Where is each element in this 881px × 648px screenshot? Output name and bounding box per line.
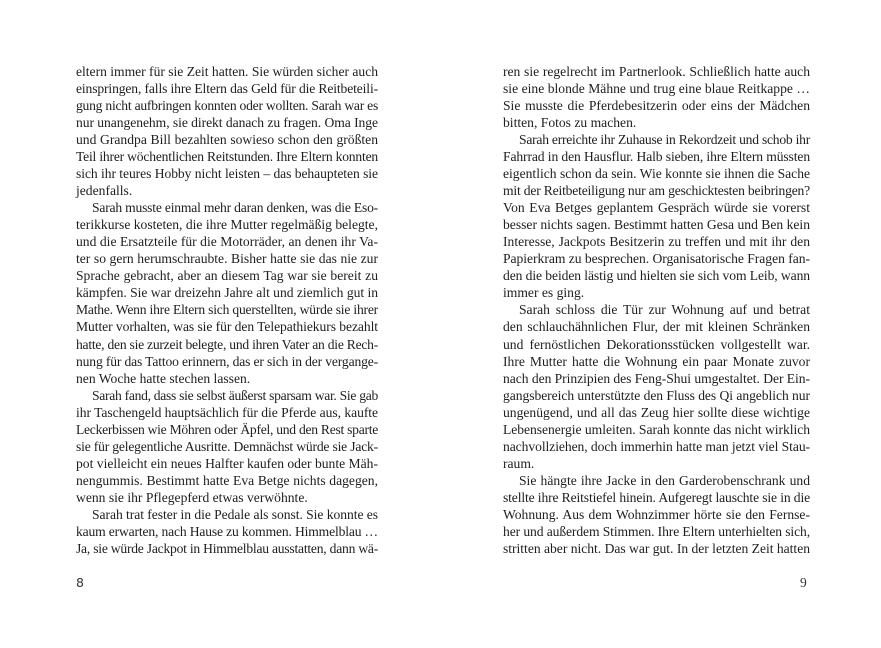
text-line: Wohnung. Aus dem Wohnzimmer hörte sie den Fernse- bbox=[503, 506, 810, 522]
text-line: Teil ihrer wöchentlichen Reitstunden. Ihre Eltern konnten bbox=[76, 149, 378, 165]
text-line: Lebensenergie umleiten. Sarah konnte das nicht wirklich bbox=[503, 421, 810, 437]
text-line: ren sie regelrecht im Partnerlook. Schließlich hatte auch bbox=[503, 64, 810, 79]
text-line: gung nicht aufbringen konnten oder wollten. Sarah war es bbox=[76, 98, 378, 114]
text-line: Sarah trat fester in die Pedale als sonst. Sie konnte es bbox=[92, 506, 378, 522]
text-line: stritten aber nicht. Das war gut. In der letzten Zeit hatten bbox=[503, 540, 810, 556]
text-line: Sarah musste einmal mehr daran denken, was die Eso- bbox=[92, 200, 378, 216]
text-line: Ihre Mutter hatte die Wohnung ein paar Monate zuvor bbox=[503, 353, 810, 369]
left-page bbox=[0, 0, 440, 648]
right-page bbox=[440, 0, 881, 648]
text-line: Von Eva Betges geplantem Gespräch würde sie vorerst bbox=[503, 200, 810, 216]
text-line: Sprache gebracht, aber an diesem Tag war sie bereit zu bbox=[76, 268, 378, 284]
text-line: Sarah fand, dass sie selbst äußerst sparsam war. Sie gab bbox=[92, 387, 378, 403]
text-line: jedenfalls. bbox=[76, 183, 133, 199]
text-line: den schlauchähnlichen Flur, der mit kleinen Schränken bbox=[503, 319, 810, 335]
text-line: Sarah schloss die Tür zur Wohnung auf und betrat bbox=[519, 302, 810, 318]
text-line: kaum erwarten, nach Hause zu kommen. Himmelblau … bbox=[76, 523, 378, 539]
text-line: wenn sie ihr Pflegepferd etwas verwöhnte. bbox=[76, 489, 308, 505]
text-line: ihr Taschengeld hauptsächlich für die Pferde aus, kaufte bbox=[76, 404, 379, 420]
text-line: sie eine blonde Mähne und trug eine blaue Reitkappe … bbox=[503, 81, 810, 97]
text-line: besser nichts sagen. Bestimmt hatten Gesa und Ben kein bbox=[503, 217, 810, 233]
body-text bbox=[76, 63, 378, 557]
text-line: und die Ersatzteile für die Motorräder, an denen ihr Va- bbox=[76, 234, 378, 250]
text-line: Sie musste die Pferdebesitzerin oder eins der Mädchen bbox=[503, 98, 810, 114]
text-line: terikkurse kosteten, die ihre Mutter regelmäßig belegte, bbox=[76, 217, 378, 233]
text-line: Mutter vorhalten, was sie für den Telepathiekurs bezahlt bbox=[76, 319, 378, 335]
text-line: Mathe. Wenn ihre Eltern sich querstellten, würde sie ihrer bbox=[76, 302, 378, 318]
text-line: Interesse, Jackpots Besitzerin zu treffen und mit ihr den bbox=[503, 234, 810, 250]
text-line: sie für gelegentliche Ausritte. Demnächst würde sie Jack- bbox=[76, 438, 379, 454]
text-line: den die beiden lästig und hielten sie sich vom Leib, wann bbox=[503, 268, 810, 284]
text-line: eigentlich schon da sein. Wie konnte sie ihnen die Sache bbox=[503, 166, 811, 182]
text-line: eltern immer für sie Zeit hatten. Sie würden sicher auch bbox=[76, 64, 378, 79]
text-line: ter so gern herumschraubte. Bisher hatte sie das nie zur bbox=[76, 251, 378, 267]
text-line: nengummis. Bestimmt hatte Eva Betge nichts dagegen, bbox=[76, 472, 378, 488]
text-line: ungenügend, und all das Zeug hier sollte diese wichtige bbox=[503, 404, 810, 420]
text-line: Ja, sie würde Jackpot in Himmelblau ausstatten, dann wä- bbox=[76, 540, 379, 556]
text-line: her und außerdem Stimmen. Ihre Eltern unterhielten sich, bbox=[503, 523, 810, 539]
text-line: Fahrrad in den Hausflur. Halb sieben, ihre Eltern müssten bbox=[503, 149, 811, 165]
text-line: nen Woche hatte stechen lassen. bbox=[76, 370, 251, 386]
text-line: Leckerbissen wie Möhren oder Äpfel, und den Rest sparte bbox=[76, 421, 378, 437]
text-line: gangsbereich unterstützte den Fluss des Qi angeblich nur bbox=[503, 387, 811, 403]
text-line: Papierkram zu besprechen. Organisatorische Fragen fan- bbox=[503, 251, 810, 267]
text-line: immer es ging. bbox=[503, 285, 585, 301]
text-line: Sarah erreichte ihr Zuhause in Rekordzeit und schob ihr bbox=[519, 132, 810, 148]
page-number: 8 bbox=[76, 575, 84, 590]
text-line: einspringen, falls ihre Eltern das Geld für die Reitbeteili- bbox=[76, 81, 378, 97]
text-line: sich ihr teures Hobby nicht leisten – das behaupteten sie bbox=[76, 166, 378, 182]
text-line: nach den Prinzipien des Feng-Shui umgestaltet. Der Ein- bbox=[503, 370, 810, 386]
text-line: bitten, Fotos zu machen. bbox=[503, 115, 637, 131]
body-text bbox=[503, 63, 810, 557]
text-line: hatte, den sie zurzeit belegte, und ihren Vater an die Rech- bbox=[76, 336, 378, 352]
text-line: pot vielleicht ein neues Halfter kaufen oder bunte Mäh- bbox=[76, 455, 378, 471]
text-line: nur unangenehm, sie direkt danach zu fragen. Oma Inge bbox=[76, 115, 379, 131]
text-line: und fernöstlichen Dekorationsstücken vollgestellt war. bbox=[503, 336, 810, 352]
text-line: und Grandpa Bill bezahlten sowieso schon den größten bbox=[76, 132, 378, 148]
text-line: nachvollziehen, doch immerhin hatte man jetzt viel Stau- bbox=[503, 438, 811, 454]
text-line: kämpfen. Sie war dreizehn Jahre alt und ziemlich gut in bbox=[76, 285, 379, 301]
text-line: Sie hängte ihre Jacke in den Garderobenschrank und bbox=[519, 472, 810, 488]
page-number: 9 bbox=[800, 575, 807, 590]
text-line: mit der Reitbeteiligung nur am geschicktesten beibringen? bbox=[503, 183, 810, 199]
text-line: raum. bbox=[503, 455, 535, 471]
text-line: stellte ihre Reitstiefel hinein. Aufgeregt lauschte sie in die bbox=[503, 489, 810, 505]
text-line: nung für das Tattoo erinnern, das er sich in der vergange- bbox=[76, 353, 378, 369]
